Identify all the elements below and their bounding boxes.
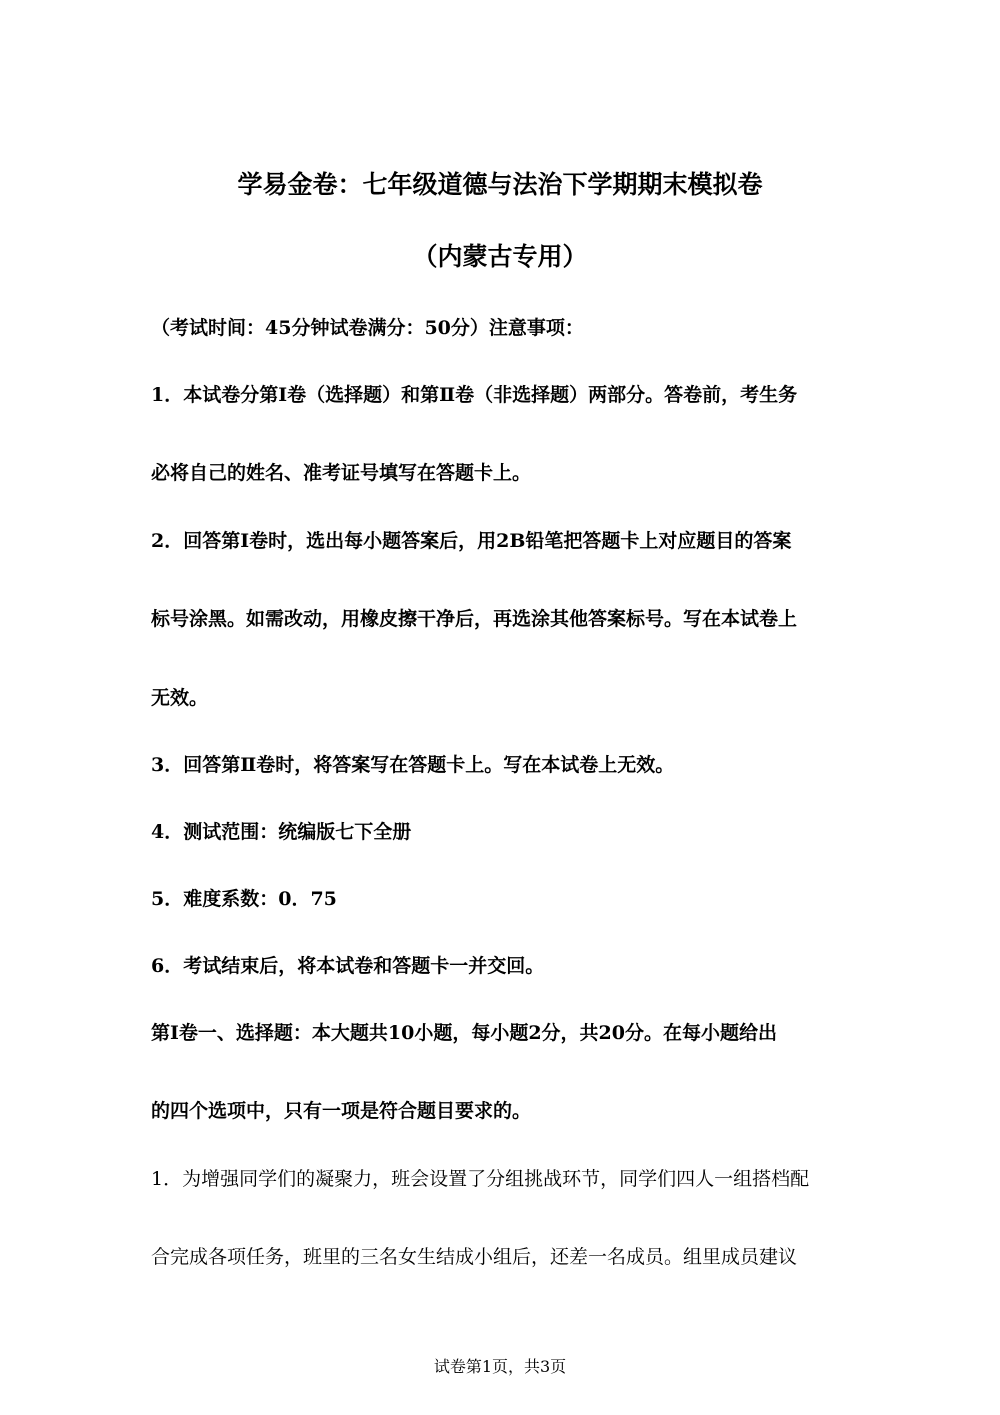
- note-6: 6．考试结束后，将本试卷和答题卡一并交回。: [151, 955, 545, 977]
- section-1-heading-line-1: 第Ⅰ卷一、选择题：本大题共10小题，每小题2分，共20分。在每小题给出: [151, 1022, 777, 1044]
- note-5: 5．难度系数：0．75: [151, 888, 337, 910]
- note-1-line-2: 必将自己的姓名、准考证号填写在答题卡上。: [151, 462, 532, 484]
- note-4: 4．测试范围：统编版七下全册: [151, 821, 412, 843]
- note-2-line-3: 无效。: [151, 687, 209, 709]
- exam-info: （考试时间：45分钟试卷满分：50分）注意事项：: [151, 317, 584, 339]
- page-footer: 试卷第1页，共3页: [433, 1357, 567, 1376]
- section-1-heading-line-2: 的四个选项中，只有一项是符合题目要求的。: [151, 1100, 532, 1122]
- page-title: 学易金卷：七年级道德与法治下学期期末模拟卷: [237, 170, 763, 199]
- page-subtitle: （内蒙古专用）: [412, 242, 588, 271]
- question-1-line-2: 合完成各项任务，班里的三名女生结成小组后，还差一名成员。组里成员建议: [151, 1246, 798, 1268]
- note-1-line-1: 1．本试卷分第Ⅰ卷（选择题）和第Ⅱ卷（非选择题）两部分。答卷前，考生务: [151, 384, 798, 406]
- question-1-line-1: 1．为增强同学们的凝聚力，班会设置了分组挑战环节，同学们四人一组搭档配: [151, 1168, 810, 1190]
- note-2-line-2: 标号涂黑。如需改动，用橡皮擦干净后，再选涂其他答案标号。写在本试卷上: [151, 608, 798, 630]
- note-3: 3．回答第Ⅱ卷时，将答案写在答题卡上。写在本试卷上无效。: [151, 754, 675, 776]
- note-2-line-1: 2．回答第Ⅰ卷时，选出每小题答案后，用2B铅笔把答题卡上对应题目的答案: [151, 530, 792, 552]
